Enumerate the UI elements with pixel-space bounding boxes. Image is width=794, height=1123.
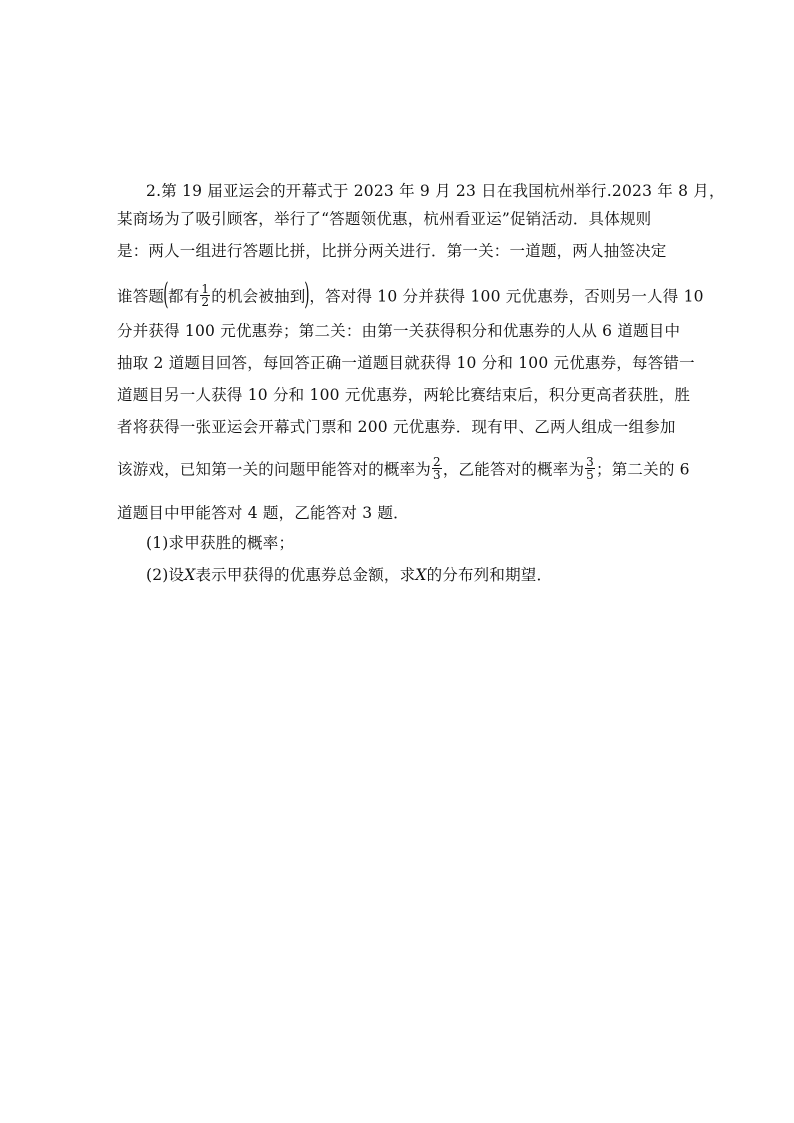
problem-line-9 — [117, 455, 690, 483]
problem-line-7: 道题目另一人获得 10 分和 100 元优惠券，两轮比赛结束后，积分更高者获胜，胜 — [117, 386, 691, 404]
problem-line-6: 抽取 2 道题目回答，每回答正确一道题目就获得 10 分和 100 元优惠券，每答错一 — [117, 354, 695, 372]
problem-line-3: 是：两人一组进行答题比拼，比拼分两关进行．第一关：一道题，两人抽签决定 — [117, 242, 667, 260]
problem-line-1 — [146, 180, 725, 202]
fraction-half-numerator: 1 — [201, 282, 210, 296]
problem-text-4d: ，答对得 10 分并获得 100 元优惠券，否则另一人得 10 — [309, 287, 704, 306]
question-2-text-b: 表示甲获得的优惠券总金额，求 — [195, 566, 416, 584]
fraction-jia-denominator: 3 — [433, 468, 441, 482]
fraction-jia-numerator: 2 — [433, 455, 441, 469]
problem-line-4 — [117, 276, 704, 312]
fraction-jia — [432, 456, 442, 481]
problem-number: 2 — [146, 182, 157, 200]
fraction-yi-numerator: 3 — [586, 455, 595, 469]
variable-x-2: X — [415, 566, 427, 584]
question-2-text-c: 的分布列和期望． — [426, 566, 553, 584]
right-paren: ) — [304, 276, 311, 312]
problem-line-8: 者将获得一张亚运会开幕式门票和 200 元优惠券．现有甲、乙两人组成一组参加 — [117, 418, 676, 436]
variable-x-1: X — [184, 566, 196, 584]
problem-text-1: .第 19 届亚运会的开幕式于 2023 年 9 月 23 日在我国杭州举行.2023 年 8 月， — [156, 182, 725, 200]
problem-text-4a: 谁答题 — [117, 287, 165, 306]
fraction-half-denominator: 2 — [201, 295, 210, 309]
question-2 — [146, 564, 716, 586]
left-paren: ( — [163, 276, 169, 312]
problem-text-9c: ；第二关的 6 — [596, 460, 690, 479]
problem-text-4c: 的机会被抽到 — [211, 287, 306, 306]
question-1: (1)求甲获胜的概率； — [146, 534, 295, 552]
problem-line-5: 分并获得 100 元优惠券；第二关：由第一关获得积分和优惠券的人从 6 道题目中 — [117, 322, 681, 340]
fraction-yi-denominator: 5 — [586, 468, 595, 482]
problem-line-10: 道题目中甲能答对 4 题，乙能答对 3 题． — [117, 504, 409, 522]
problem-text-9b: ，乙能答对的概率为 — [442, 460, 585, 479]
problem-text-9a: 该游戏，已知第一关的问题甲能答对的概率为 — [117, 460, 432, 479]
problem-text-4b: 都有 — [168, 287, 200, 306]
problem-line-2: 某商场为了吸引顾客，举行了“答题领优惠，杭州看亚运”促销活动．具体规则 — [117, 210, 652, 228]
fraction-half — [200, 283, 210, 308]
question-2-text-a: (2)设 — [146, 566, 185, 584]
fraction-yi — [585, 456, 595, 481]
